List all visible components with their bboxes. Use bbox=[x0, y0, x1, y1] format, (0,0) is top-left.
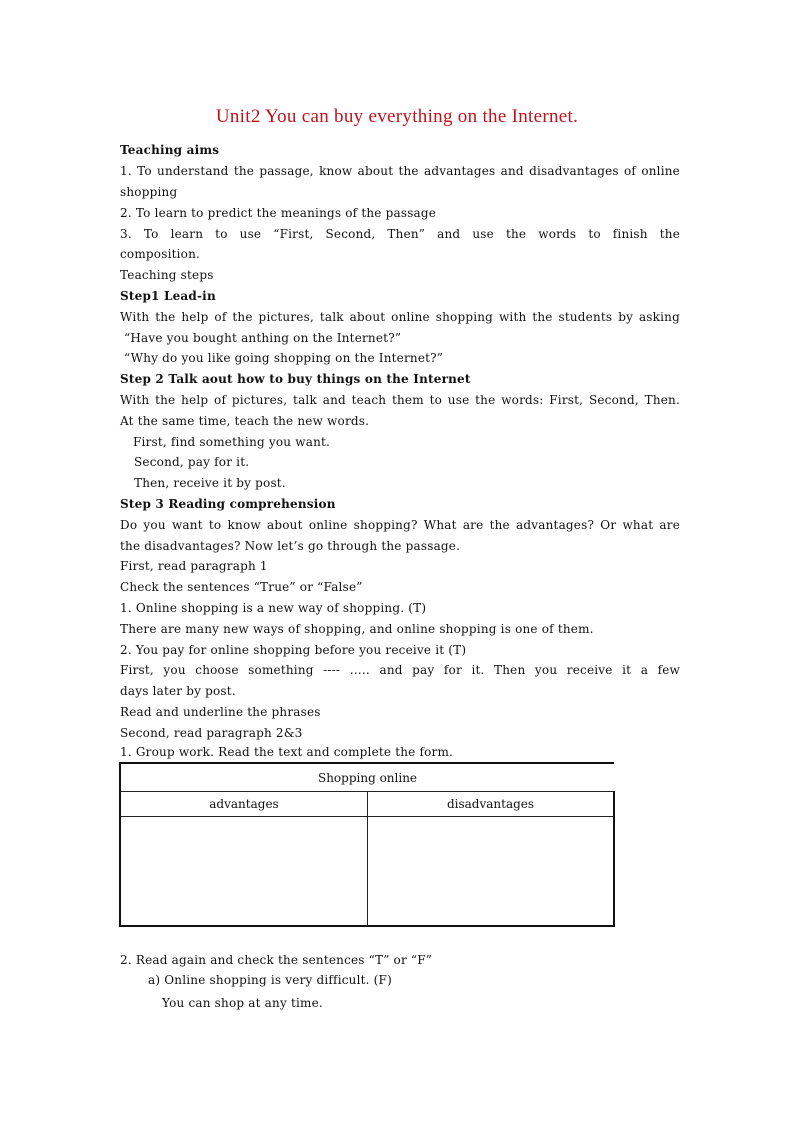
form-caption: Shopping online bbox=[120, 763, 614, 792]
text-line: At the same time, teach the new words. bbox=[120, 414, 370, 428]
heading-step1: Step1 Lead-in bbox=[120, 289, 216, 303]
text-line: First, find something you want. bbox=[133, 435, 331, 449]
heading-teaching-aims: Teaching aims bbox=[120, 143, 220, 157]
shopping-online-form bbox=[119, 762, 615, 927]
text-line: Second, pay for it. bbox=[134, 455, 250, 469]
quote-line: “Have you bought anthing on the Internet?” bbox=[124, 331, 402, 345]
text-line: 2. You pay for online shopping before you receive it (T) bbox=[120, 643, 467, 657]
column-header-disadvantages: disadvantages bbox=[368, 792, 615, 817]
text-line: With the help of pictures, talk and teach them to use the words: First, Second, Then. bbox=[120, 393, 680, 407]
text-line: 2. Read again and check the sentences “T” or “F” bbox=[120, 953, 433, 967]
quote-line: “Why do you like going shopping on the Internet?” bbox=[124, 351, 444, 365]
advantages-cell bbox=[120, 817, 368, 927]
text-line: First, read paragraph 1 bbox=[120, 559, 268, 573]
table-row bbox=[120, 817, 614, 927]
text-line: the disadvantages? Now let’s go through the passage. bbox=[120, 539, 461, 553]
text-line: days later by post. bbox=[120, 684, 236, 698]
table-row bbox=[120, 792, 614, 817]
text-line: Check the sentences “True” or “False” bbox=[120, 580, 363, 594]
text-line: There are many new ways of shopping, and online shopping is one of them. bbox=[120, 622, 594, 636]
text-line: Read and underline the phrases bbox=[120, 705, 321, 719]
text-line: 2. To learn to predict the meanings of the passage bbox=[120, 206, 437, 220]
table-row bbox=[120, 763, 614, 792]
text-line: 1. Online shopping is a new way of shopping. (T) bbox=[120, 601, 427, 615]
text-line: 1. Group work. Read the text and complete the form. bbox=[120, 745, 454, 759]
text-line: Do you want to know about online shopping? What are the advantages? Or what are bbox=[120, 518, 680, 532]
heading-step2: Step 2 Talk aout how to buy things on the Internet bbox=[120, 372, 471, 386]
column-header-advantages: advantages bbox=[120, 792, 368, 817]
text-line: 3. To learn to use “First, Second, Then” and use the words to finish the bbox=[120, 227, 680, 241]
page-title: Unit2 You can buy everything on the Internet. bbox=[215, 106, 579, 127]
text-line: composition. bbox=[120, 247, 201, 261]
text-line: Then, receive it by post. bbox=[134, 476, 286, 490]
text-line: 1. To understand the passage, know about the advantages and disadvantages of online bbox=[120, 164, 680, 178]
text-line: Second, read paragraph 2&3 bbox=[120, 726, 303, 740]
text-line: First, you choose something ---- ….. and pay for it. Then you receive it a few bbox=[120, 663, 680, 677]
heading-step3: Step 3 Reading comprehension bbox=[120, 497, 336, 511]
heading-teaching-steps: Teaching steps bbox=[120, 268, 214, 282]
text-line: You can shop at any time. bbox=[162, 996, 323, 1010]
disadvantages-cell bbox=[368, 817, 615, 927]
text-line: With the help of the pictures, talk about online shopping with the students by asking bbox=[120, 310, 680, 324]
text-line: shopping bbox=[120, 185, 178, 199]
text-line: a) Online shopping is very difficult. (F) bbox=[148, 973, 392, 987]
